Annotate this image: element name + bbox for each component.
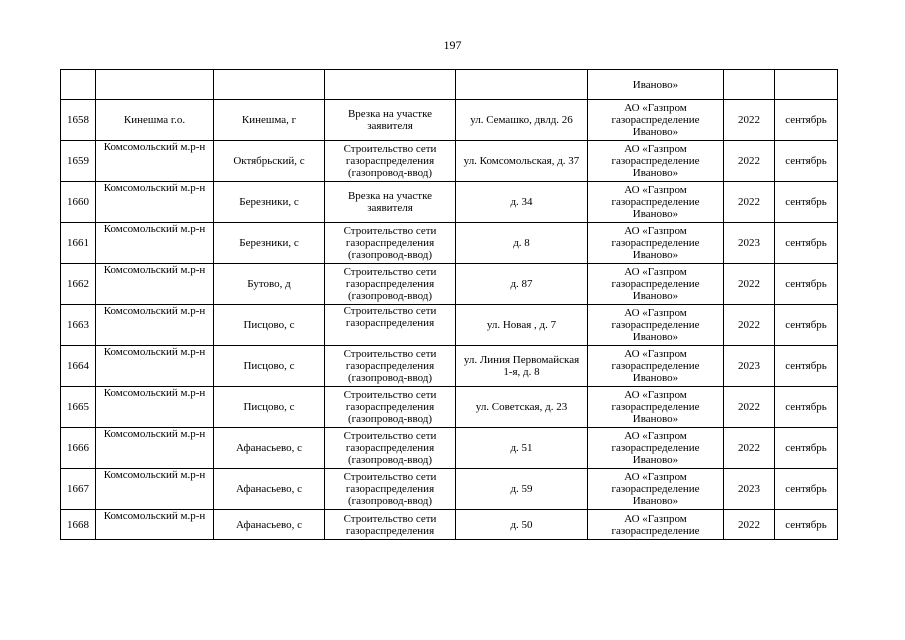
- cell-year: 2023: [724, 469, 775, 510]
- cell-district: Комсомольский м.р-н: [96, 510, 214, 540]
- cell-org: АО «Газпром газораспределение Иваново»: [588, 305, 724, 346]
- cell-work: Строительство сети газораспределения (газопровод-ввод): [325, 141, 456, 182]
- cell-work: Строительство сети газораспределения (газопровод-ввод): [325, 387, 456, 428]
- cell-address: д. 50: [456, 510, 588, 540]
- cell-year: 2023: [724, 346, 775, 387]
- table-row: [61, 428, 838, 469]
- cell-work: Строительство сети газораспределения (газопровод-ввод): [325, 346, 456, 387]
- cell-work: [325, 70, 456, 100]
- cell-district: Комсомольский м.р-н: [96, 182, 214, 223]
- cell-settlement: Писцово, с: [214, 346, 325, 387]
- cell-month: сентябрь: [775, 428, 838, 469]
- cell-settlement: Березники, с: [214, 223, 325, 264]
- cell-address: ул. Советская, д. 23: [456, 387, 588, 428]
- table-row: [61, 264, 838, 305]
- cell-num: 1666: [61, 428, 96, 469]
- cell-work: Врезка на участке заявителя: [325, 100, 456, 141]
- cell-month: сентябрь: [775, 223, 838, 264]
- cell-num: 1665: [61, 387, 96, 428]
- cell-num: 1661: [61, 223, 96, 264]
- cell-org: АО «Газпром газораспределение Иваново»: [588, 346, 724, 387]
- cell-district: Комсомольский м.р-н: [96, 428, 214, 469]
- cell-org: АО «Газпром газораспределение Иваново»: [588, 223, 724, 264]
- cell-address: д. 8: [456, 223, 588, 264]
- cell-year: 2022: [724, 305, 775, 346]
- cell-num: 1668: [61, 510, 96, 540]
- page-number: 197: [443, 38, 462, 52]
- cell-settlement: Афанасьево, с: [214, 428, 325, 469]
- cell-num: 1663: [61, 305, 96, 346]
- table-row: [61, 182, 838, 223]
- cell-year: 2023: [724, 223, 775, 264]
- cell-settlement: Афанасьево, с: [214, 510, 325, 540]
- cell-settlement: Октябрьский, с: [214, 141, 325, 182]
- cell-settlement: Афанасьево, с: [214, 469, 325, 510]
- cell-work: Строительство сети газораспределения (газопровод-ввод): [325, 469, 456, 510]
- cell-org: АО «Газпром газораспределение Иваново»: [588, 182, 724, 223]
- table-row: [61, 223, 838, 264]
- cell-month: сентябрь: [775, 346, 838, 387]
- cell-work: Строительство сети газораспределения (газопровод-ввод): [325, 428, 456, 469]
- cell-work: Строительство сети газораспределения (газопровод-ввод): [325, 264, 456, 305]
- cell-district: Кинешма г.о.: [96, 100, 214, 141]
- cell-address: д. 59: [456, 469, 588, 510]
- cell-work: Строительство сети газораспределения: [325, 510, 456, 540]
- table-row: [61, 346, 838, 387]
- cell-work: Строительство сети газораспределения: [325, 305, 456, 346]
- cell-year: 2022: [724, 141, 775, 182]
- cell-num: 1667: [61, 469, 96, 510]
- table-row-continued: [61, 70, 838, 100]
- cell-district: Комсомольский м.р-н: [96, 264, 214, 305]
- cell-org: АО «Газпром газораспределение Иваново»: [588, 141, 724, 182]
- cell-address: ул. Комсомольская, д. 37: [456, 141, 588, 182]
- cell-work: Строительство сети газораспределения (газопровод-ввод): [325, 223, 456, 264]
- cell-address: ул. Новая , д. 7: [456, 305, 588, 346]
- cell-address: ул. Семашко, двлд. 26: [456, 100, 588, 141]
- cell-org: АО «Газпром газораспределение Иваново»: [588, 387, 724, 428]
- table-row: [61, 141, 838, 182]
- cell-month: сентябрь: [775, 141, 838, 182]
- table-row: [61, 387, 838, 428]
- cell-month: сентябрь: [775, 100, 838, 141]
- cell-org: АО «Газпром газораспределение Иваново»: [588, 264, 724, 305]
- cell-work: Врезка на участке заявителя: [325, 182, 456, 223]
- gas-connection-table: [60, 69, 838, 540]
- cell-settlement: Березники, с: [214, 182, 325, 223]
- cell-district: Комсомольский м.р-н: [96, 305, 214, 346]
- cell-num: 1658: [61, 100, 96, 141]
- cell-year: [724, 70, 775, 100]
- cell-settlement: Кинешма, г: [214, 100, 325, 141]
- cell-address: д. 34: [456, 182, 588, 223]
- table-row: [61, 305, 838, 346]
- cell-month: сентябрь: [775, 469, 838, 510]
- table-row: [61, 469, 838, 510]
- cell-settlement: Писцово, с: [214, 387, 325, 428]
- table-row: [61, 510, 838, 540]
- cell-address: ул. Линия Первомайская 1-я, д. 8: [456, 346, 588, 387]
- cell-org: Иваново»: [588, 70, 724, 100]
- cell-district: [96, 70, 214, 100]
- cell-settlement: Писцово, с: [214, 305, 325, 346]
- cell-month: сентябрь: [775, 387, 838, 428]
- cell-address: [456, 70, 588, 100]
- cell-year: 2022: [724, 264, 775, 305]
- cell-month: сентябрь: [775, 510, 838, 540]
- cell-num: [61, 70, 96, 100]
- cell-num: 1659: [61, 141, 96, 182]
- cell-org: АО «Газпром газораспределение Иваново»: [588, 100, 724, 141]
- cell-month: [775, 70, 838, 100]
- cell-district: Комсомольский м.р-н: [96, 469, 214, 510]
- cell-org: АО «Газпром газораспределение Иваново»: [588, 469, 724, 510]
- cell-org: АО «Газпром газораспределение: [588, 510, 724, 540]
- cell-year: 2022: [724, 100, 775, 141]
- cell-district: Комсомольский м.р-н: [96, 387, 214, 428]
- cell-month: сентябрь: [775, 182, 838, 223]
- cell-district: Комсомольский м.р-н: [96, 346, 214, 387]
- cell-address: д. 87: [456, 264, 588, 305]
- table-row: [61, 100, 838, 141]
- cell-address: д. 51: [456, 428, 588, 469]
- cell-org: АО «Газпром газораспределение Иваново»: [588, 428, 724, 469]
- cell-settlement: [214, 70, 325, 100]
- cell-num: 1662: [61, 264, 96, 305]
- cell-month: сентябрь: [775, 264, 838, 305]
- cell-district: Комсомольский м.р-н: [96, 141, 214, 182]
- cell-year: 2022: [724, 510, 775, 540]
- cell-settlement: Бутово, д: [214, 264, 325, 305]
- cell-num: 1660: [61, 182, 96, 223]
- cell-year: 2022: [724, 182, 775, 223]
- cell-year: 2022: [724, 387, 775, 428]
- cell-year: 2022: [724, 428, 775, 469]
- cell-month: сентябрь: [775, 305, 838, 346]
- cell-num: 1664: [61, 346, 96, 387]
- cell-district: Комсомольский м.р-н: [96, 223, 214, 264]
